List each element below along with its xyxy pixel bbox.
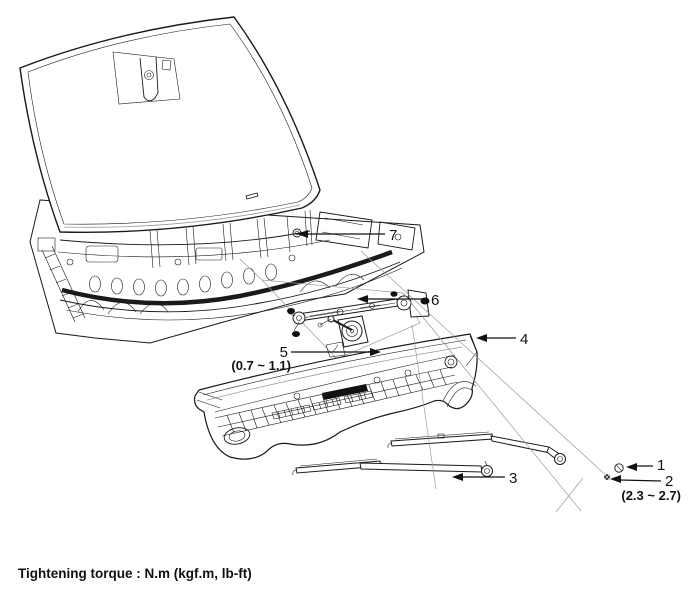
- callout-1: [626, 457, 665, 474]
- wiper-arms: [293, 432, 566, 477]
- windshield: [20, 17, 320, 232]
- tightening-torque-caption: Tightening torque : N.m (kgf.m, lb-ft): [18, 566, 252, 581]
- torque-note-2: (2.3 ~ 2.7): [621, 488, 681, 503]
- callout-6-arrowhead: [357, 295, 368, 303]
- callout-4-arrowhead: [476, 334, 487, 342]
- callout-4: [476, 331, 528, 348]
- callout-2-arrowhead: [610, 475, 621, 483]
- callout-5-number: 5: [279, 344, 288, 361]
- callout-7-number: 7: [389, 227, 398, 244]
- callout-3-arrowhead: [452, 473, 463, 481]
- callout-1-arrowhead: [626, 463, 637, 471]
- torque-note-5: (0.7 ~ 1.1): [231, 358, 291, 373]
- callout-3-number: 3: [509, 470, 518, 487]
- callout-2: [610, 473, 681, 503]
- pivot-nut: [604, 474, 610, 480]
- callout-2-number: 2: [665, 473, 674, 490]
- callout-4-number: 4: [520, 331, 529, 348]
- pivot-cap: [615, 464, 623, 472]
- callout-1-number: 1: [657, 457, 666, 474]
- callout-6-number: 6: [431, 292, 440, 309]
